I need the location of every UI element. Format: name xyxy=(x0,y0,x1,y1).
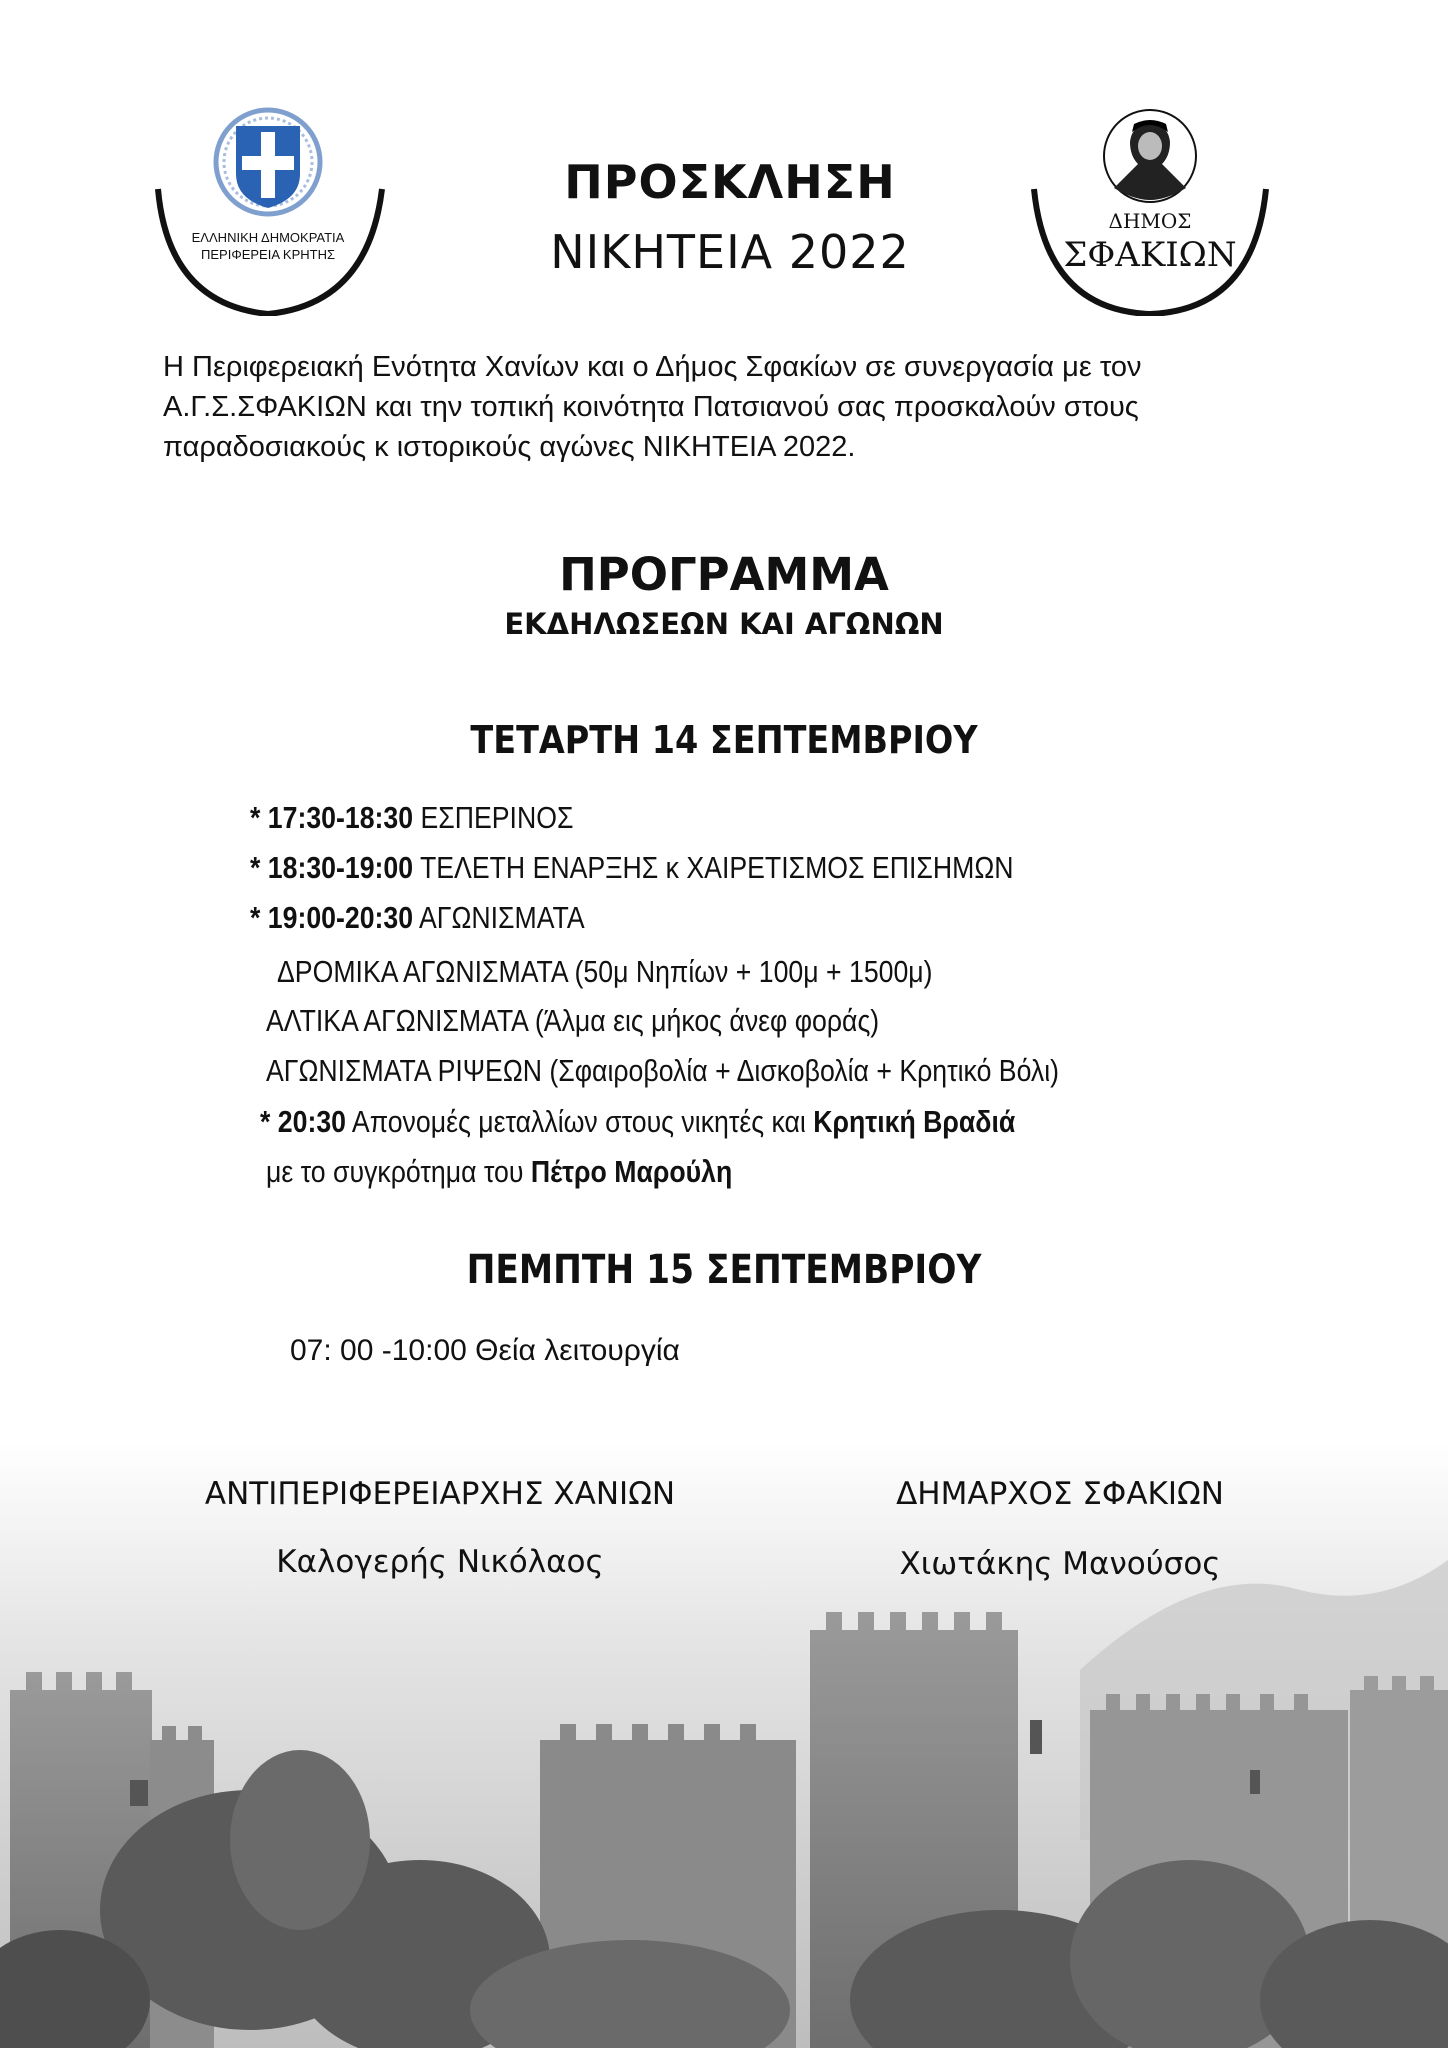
bullet: * xyxy=(250,900,261,935)
region-of-crete-logo xyxy=(150,104,390,316)
program-subtitle: ΕΚΔΗΛΩΣΕΩΝ ΚΑΙ ΑΓΩΝΩΝ xyxy=(504,607,944,641)
day2-item: 07: 00 -10:00 Θεία λειτουργία xyxy=(290,1334,680,1367)
greek-emblem-icon xyxy=(216,110,320,214)
schedule-time: 20:30 xyxy=(277,1104,346,1139)
logo-left-line1: ΕΛΛΗΝΙΚΗ ΔΗΜΟΚΡΑΤΙΑ xyxy=(191,230,345,245)
logo-right-line1: ΔΗΜΟΣ xyxy=(1108,209,1192,233)
intro-line: παραδοσιακούς κ ιστορικούς αγώνες ΝΙΚΗΤΕΙΑ 2022. xyxy=(163,431,856,463)
invitation-title: ΠΡΟΣΚΛΗΣΗ xyxy=(564,155,896,209)
program-title: ΠΡΟΓΡΑΜΜΑ xyxy=(559,548,889,601)
schedule-time: 19:00-20:30 xyxy=(267,900,414,935)
band-name: Πέτρο Μαρούλη xyxy=(530,1154,733,1189)
portrait-medallion-icon xyxy=(1104,110,1196,202)
left-signatory-role: ΑΝΤΙΠΕΡΙΦΕΡΕΙΑΡΧΗΣ ΧΑΝΙΩΝ xyxy=(204,1476,676,1512)
schedule-item xyxy=(250,900,585,936)
event-line: ΑΛΤΙΚΑ ΑΓΩΝΙΣΜΑΤΑ (Άλμα εις μήκος άνεφ φοράς) xyxy=(266,1003,880,1038)
logo-right-line2: ΣΦΑΚΙΩΝ xyxy=(1063,235,1237,275)
day2-heading: ΠΕΜΠΤΗ 15 ΣΕΠΤΕΜΒΡΙΟΥ xyxy=(466,1247,982,1293)
invitation-paragraph xyxy=(163,347,1323,467)
schedule-text: Απονομές μεταλλίων στους νικητές και xyxy=(346,1104,814,1139)
event-name: ΝΙΚΗΤΕΙΑ 2022 xyxy=(550,225,910,279)
event-line: ΑΓΩΝΙΣΜΑΤΑ ΡΙΨΕΩΝ (Σφαιροβολία + Δισκοβολία + Κρητικό Βόλι) xyxy=(266,1053,1060,1088)
schedule-item xyxy=(250,850,1014,886)
bullet: * xyxy=(260,1104,271,1139)
intro-line: Α.Γ.Σ.ΣΦΑΚΙΩΝ και την τοπική κοινότητα Πατσιανού σας προσκαλούν στους xyxy=(163,391,1139,423)
municipality-sfakia-logo xyxy=(1030,104,1270,316)
day1-heading: ΤΕΤΑΡΤΗ 14 ΣΕΠΤΕΜΒΡΙΟΥ xyxy=(470,718,978,762)
schedule-text: ΑΓΩΝΙΣΜΑΤΑ xyxy=(413,900,585,935)
schedule-item xyxy=(260,1104,1015,1140)
schedule-item xyxy=(266,1154,732,1190)
schedule-text: ΕΣΠΕΡΙΝΟΣ xyxy=(413,800,574,835)
schedule-time: 17:30-18:30 xyxy=(267,800,414,835)
logo-left-line2: ΠΕΡΙΦΕΡΕΙΑ ΚΡΗΤΗΣ xyxy=(201,247,335,262)
castle-background-image xyxy=(0,1440,1448,2048)
schedule-text: με το συγκρότημα του xyxy=(266,1154,531,1189)
bullet: * xyxy=(250,800,261,835)
cretan-night: Κρητική Βραδιά xyxy=(813,1104,1016,1139)
schedule-text: ΤΕΛΕΤΗ ΕΝΑΡΞΗΣ κ ΧΑΙΡΕΤΙΣΜΟΣ ΕΠΙΣΗΜΩΝ xyxy=(413,850,1014,885)
schedule-time: 18:30-19:00 xyxy=(267,850,414,885)
right-signatory-name: Χιωτάκης Μανούσος xyxy=(899,1546,1221,1582)
schedule-item xyxy=(250,800,573,836)
right-signatory-role: ΔΗΜΑΡΧΟΣ ΣΦΑΚΙΩΝ xyxy=(896,1476,1224,1512)
bullet: * xyxy=(250,850,261,885)
event-line: ΔΡΟΜΙΚΑ ΑΓΩΝΙΣΜΑΤΑ (50μ Νηπίων + 100μ + 1500μ) xyxy=(277,954,933,989)
left-signatory-name: Καλογερής Νικόλαος xyxy=(276,1544,604,1580)
intro-line: Η Περιφερειακή Ενότητα Χανίων και ο Δήμος Σφακίων σε συνεργασία με τον xyxy=(163,351,1142,383)
